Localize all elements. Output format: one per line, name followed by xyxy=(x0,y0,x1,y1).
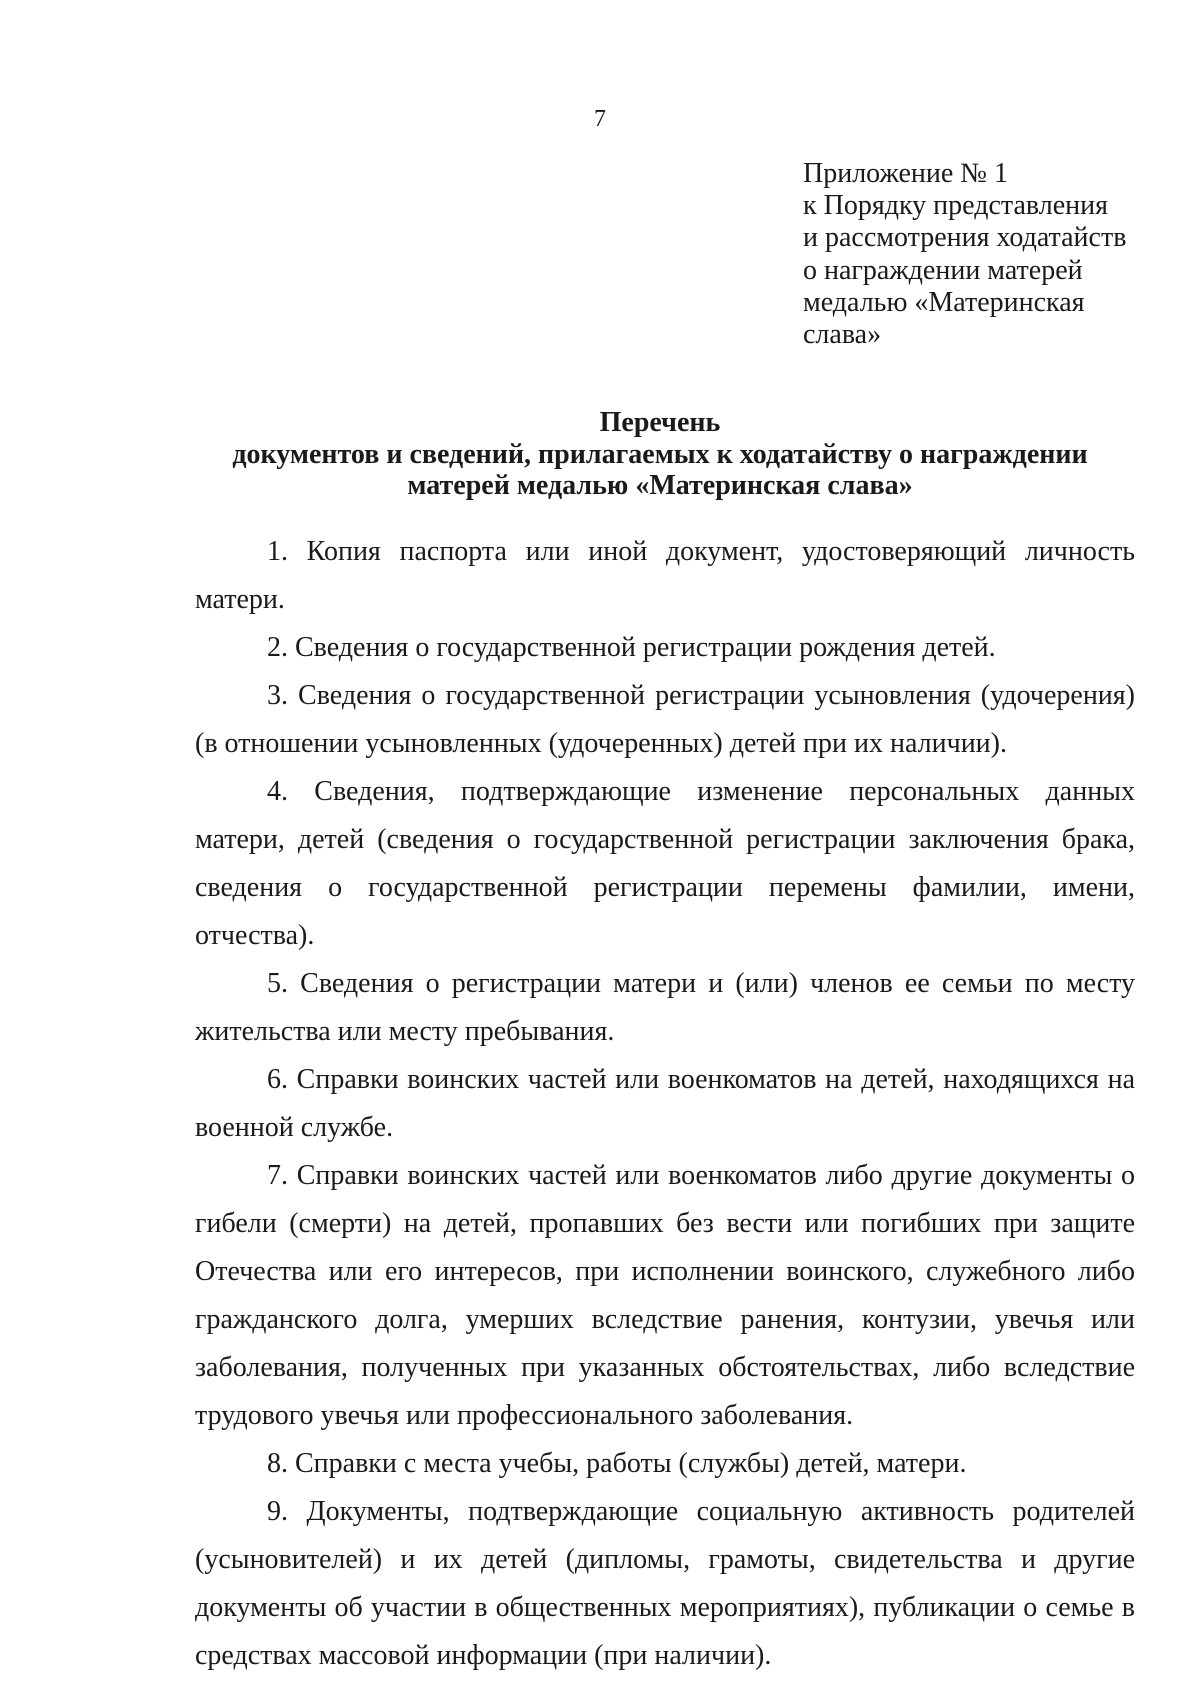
appendix-line: о награждении матерей xyxy=(803,254,1083,286)
title-line: документов и сведений, прилагаемых к ходатайству о награждении xyxy=(232,438,1088,470)
list-item: 5. Сведения о регистрации матери и (или) членов ее семьи по месту жительства или месту пребывания. xyxy=(195,968,1135,1047)
title-line: Перечень xyxy=(599,407,721,438)
page-number: 7 xyxy=(594,106,606,132)
list-item: 8. Справки с места учебы, работы (службы) детей, матери. xyxy=(267,1448,967,1479)
appendix-line: Приложение № 1 xyxy=(803,158,1008,189)
appendix-line: слава» xyxy=(803,319,882,351)
list-item: 9. Документы, подтверждающие социальную активность родителей (усыновителей) и их детей (дипломы, грамоты, свидетельства и другие документы об участии в общественных мероприятиях), публикации о семье в средствах массовой информации (при наличии). xyxy=(195,1496,1135,1671)
appendix-line: медалью «Материнская xyxy=(803,286,1085,318)
title-line: матерей медалью «Материнская слава» xyxy=(407,470,913,501)
appendix-line: к Порядку представления xyxy=(803,190,1108,222)
document-list xyxy=(195,528,1135,1680)
list-item: 7. Справки воинских частей или военкоматов либо другие документы о гибели (смерти) на детей, пропавших без вести или погибших при защите Отечества или его интересов, при исполнении воинского, служебного либо гражданского долга, умерших вследствие ранения, контузии, увечья или заболевания, полученных при указанных обстоятельствах, либо вследствие трудового увечья или профессионального заболевания. xyxy=(195,1160,1135,1431)
appendix-note xyxy=(803,158,1133,351)
list-item: 1. Копия паспорта или иной документ, удостоверяющий личность матери. xyxy=(195,536,1135,615)
appendix-line: и рассмотрения ходатайств xyxy=(803,222,1127,254)
list-item: 2. Сведения о государственной регистрации рождения детей. xyxy=(267,632,996,663)
list-item: 3. Сведения о государственной регистрации усыновления (удочерения) (в отношении усыновленных (удочеренных) детей при их наличии). xyxy=(195,680,1135,759)
list-item: 4. Сведения, подтверждающие изменение персональных данных матери, детей (сведения о государственной регистрации заключения брака, сведения о государственной регистрации перемены фамилии, имени, отчества). xyxy=(195,776,1135,951)
list-item: 6. Справки воинских частей или военкоматов на детей, находящихся на военной службе. xyxy=(195,1064,1135,1143)
document-title xyxy=(180,407,1140,502)
